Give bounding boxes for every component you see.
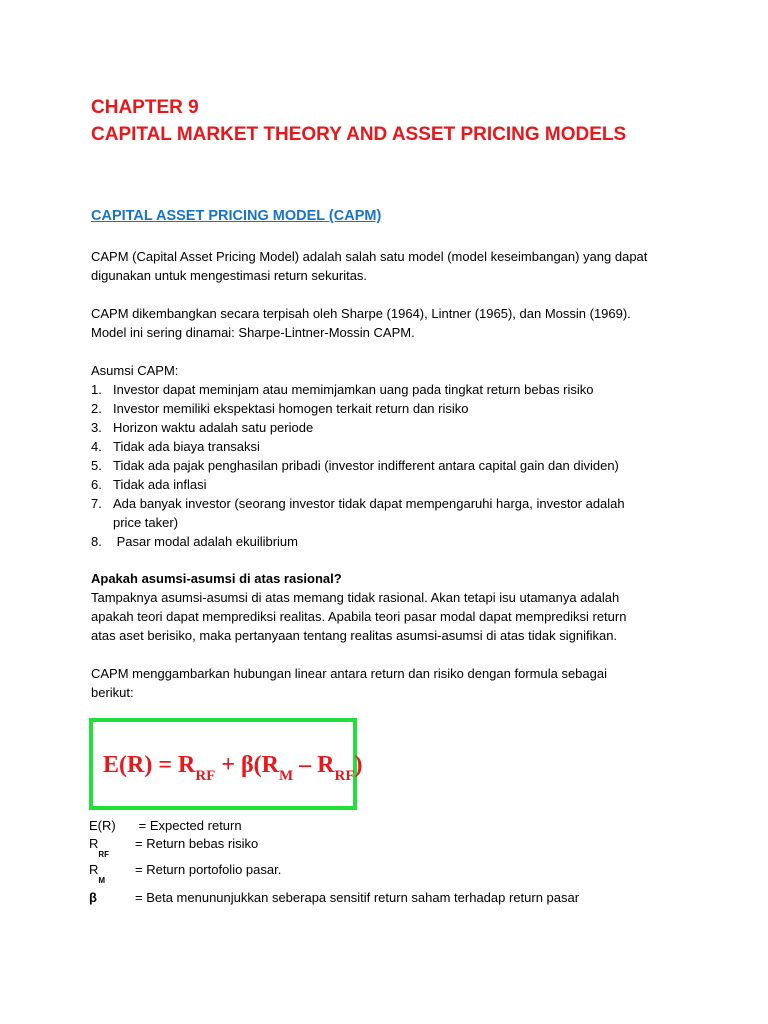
formula-part: – R: [293, 752, 335, 778]
history-line: Model ini sering dinamai: Sharpe-Lintner-Mossin CAPM.: [91, 325, 415, 340]
legend-symbol: [89, 836, 109, 863]
rational-paragraph: [91, 569, 691, 645]
legend-symbol: [89, 818, 116, 834]
legend-symbol-subscript: M: [98, 876, 106, 885]
list-item-continuation: [91, 513, 691, 532]
formula-subscript: RF: [195, 768, 216, 784]
list-text: Tidak ada pajak penghasilan pribadi (investor indifferent antara capital gain dan dividen): [113, 458, 619, 473]
list-number: 7.: [91, 496, 102, 511]
legend-row: [89, 890, 689, 908]
rational-question: Apakah asumsi-asumsi di atas rasional?: [91, 571, 342, 586]
intro-paragraph: [91, 247, 691, 285]
list-text: price taker): [113, 515, 179, 530]
list-item: [91, 418, 691, 437]
rational-line: apakah teori dapat memprediksi realitas. Apabila teori pasar modal dapat memprediksi return: [91, 609, 627, 624]
list-text: Horizon waktu adalah satu periode: [113, 420, 314, 435]
legend-symbol-text: R: [89, 836, 99, 851]
list-text: Investor dapat meminjam atau memimjamkan uang pada tingkat return bebas risiko: [113, 382, 594, 397]
assumptions-heading: Asumsi CAPM:: [91, 363, 179, 378]
list-item: [91, 380, 691, 399]
formula-part: E(R) = R: [103, 752, 196, 778]
rational-line: atas aset berisiko, maka pertanyaan tentang realitas asumsi-asumsi di atas tidak signifikan.: [91, 628, 618, 643]
formula-part: + β(R: [215, 752, 279, 778]
legend-description: = Beta menununjukkan seberapa sensitif return saham terhadap return pasar: [135, 890, 580, 905]
capm-formula: [103, 752, 363, 785]
list-text: Ada banyak investor (seorang investor tidak dapat mempengaruhi harga, investor adalah: [113, 496, 625, 511]
legend-description: = Return bebas risiko: [135, 836, 259, 851]
list-number: 1.: [91, 382, 102, 397]
history-paragraph: [91, 304, 691, 342]
list-item: [91, 437, 691, 456]
assumptions-block: [91, 361, 691, 551]
chapter-number: CHAPTER 9: [91, 97, 199, 118]
formula-box: [89, 718, 363, 810]
legend-symbol-text: E(R): [89, 818, 116, 833]
legend-symbol: [89, 890, 97, 906]
formula-subscript: M: [279, 768, 294, 784]
list-item: [91, 399, 691, 418]
legend-description: = Return portofolio pasar.: [135, 862, 282, 877]
list-number: 2.: [91, 401, 102, 416]
formula-intro-line: CAPM menggambarkan hubungan linear antara return dan risiko dengan formula sebagai: [91, 666, 607, 681]
formula-subscript: RF: [334, 768, 355, 784]
legend-symbol-subscript: RF: [98, 850, 110, 859]
list-item: [91, 494, 691, 513]
list-number: 5.: [91, 458, 102, 473]
history-line: CAPM dikembangkan secara terpisah oleh Sharpe (1964), Lintner (1965), dan Mossin (1969).: [91, 306, 631, 321]
list-item: [91, 532, 691, 551]
intro-line: CAPM (Capital Asset Pricing Model) adalah salah satu model (model keseimbangan) yang dapat: [91, 249, 648, 264]
list-item: [91, 456, 691, 475]
chapter-title: CAPITAL MARKET THEORY AND ASSET PRICING MODELS: [91, 124, 627, 145]
list-number: 3.: [91, 420, 102, 435]
list-item: [91, 475, 691, 494]
list-number: 4.: [91, 439, 102, 454]
list-text: Tidak ada inflasi: [113, 477, 207, 492]
legend-symbol-text: R: [89, 862, 99, 877]
intro-line: digunakan untuk mengestimasi return sekuritas.: [91, 268, 368, 283]
list-text: Tidak ada biaya transaksi: [113, 439, 260, 454]
legend-symbol-text: β: [89, 890, 97, 905]
list-text: Investor memiliki ekspektasi homogen terkait return dan risiko: [113, 401, 469, 416]
legend-row: [89, 836, 689, 858]
formula-part: ): [354, 752, 363, 778]
rational-line: Tampaknya asumsi-asumsi di atas memang tidak rasional. Akan tetapi isu utamanya adalah: [91, 590, 620, 605]
list-number: 8.: [91, 534, 102, 549]
legend-row: [89, 818, 689, 836]
assumptions-list: [91, 380, 691, 551]
formula-intro: [91, 664, 691, 702]
list-number: 6.: [91, 477, 102, 492]
legend-description: = Expected return: [135, 818, 242, 833]
legend-row: [89, 862, 689, 884]
section-title: CAPITAL ASSET PRICING MODEL (CAPM): [91, 208, 382, 224]
list-text: Pasar modal adalah ekuilibrium: [113, 534, 298, 549]
legend-symbol: [89, 862, 105, 889]
formula-intro-line: berikut:: [91, 685, 134, 700]
